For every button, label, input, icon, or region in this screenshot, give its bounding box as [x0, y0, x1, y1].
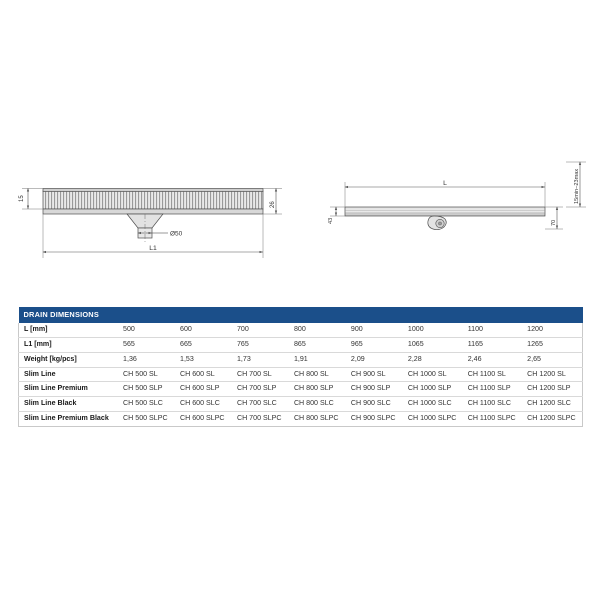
cell: 700: [232, 323, 289, 337]
cell: 2,09: [346, 352, 403, 367]
cell: 2,65: [522, 352, 582, 367]
overall-length-label: L1: [149, 245, 157, 252]
cell: CH 1200 SLP: [522, 382, 582, 397]
cell: CH 900 SLP: [346, 382, 403, 397]
plan-outlet-siphon: [428, 216, 446, 230]
cell: CH 600 SLC: [175, 397, 232, 412]
cell: CH 600 SLPC: [180, 413, 225, 422]
left-height-label: 15: [19, 195, 25, 202]
cell: 1,91: [289, 352, 346, 367]
cell: CH 1100 SL: [463, 367, 522, 382]
row-label: L [mm]: [19, 323, 119, 337]
cell: CH 1100 SLPC: [467, 413, 516, 422]
cell: CH 500 SLC: [118, 397, 175, 412]
front-section-view: [19, 189, 282, 259]
cell: 565: [118, 337, 175, 352]
cell: CH 1200 SL: [522, 367, 582, 382]
cell: 1,73: [232, 352, 289, 367]
cell: CH 800 SL: [289, 367, 346, 382]
cell: CH 900 SL: [346, 367, 403, 382]
cell: CH 800 SLP: [289, 382, 346, 397]
technical-drawing-area: [0, 130, 600, 290]
cell: 1200: [522, 323, 582, 337]
cell: CH 800 SLC: [289, 397, 346, 412]
left-height-dimension: [19, 189, 43, 210]
cell: CH 1100 SLP: [463, 382, 522, 397]
cell: CH 600 SLP: [175, 382, 232, 397]
table-row: [19, 367, 583, 382]
table-row: [19, 323, 583, 337]
cell: 1,53: [175, 352, 232, 367]
plan-height-range-label: 15min–23max: [574, 168, 580, 204]
plan-channel-body: [345, 207, 545, 216]
cell: CH 500 SLP: [118, 382, 175, 397]
plan-length-label: L: [443, 180, 447, 187]
cell: 965: [346, 337, 403, 352]
table-row: [19, 411, 583, 426]
plan-height-range-dimension: [566, 162, 586, 207]
cell: CH 1100 SLC: [463, 397, 522, 412]
drain-dimensions-table: [18, 307, 583, 427]
plan-left-dimension: [328, 207, 345, 224]
outlet-diameter-label: Ø50: [170, 230, 183, 238]
cell: 2,46: [463, 352, 522, 367]
cell: CH 500 SL: [118, 367, 175, 382]
row-label: Slim Line Premium Black: [24, 413, 109, 422]
row-label: Weight [kg/pcs]: [19, 352, 119, 367]
cell: CH 1000 SL: [403, 367, 463, 382]
row-label: Slim Line Black: [19, 397, 119, 412]
right-height-label: 26: [270, 201, 276, 208]
cell: 1100: [463, 323, 522, 337]
table-body: [19, 323, 583, 426]
table-row: [19, 337, 583, 352]
channel-grate-body: [43, 189, 263, 215]
cell: CH 1000 SLC: [403, 397, 463, 412]
cell: 2,28: [403, 352, 463, 367]
cell: CH 900 SLC: [346, 397, 403, 412]
cell: CH 1200 SLC: [522, 397, 582, 412]
table-header-row: [19, 307, 583, 323]
right-height-dimension: [263, 189, 282, 215]
cell: CH 700 SLC: [232, 397, 289, 412]
row-label: Slim Line: [19, 367, 119, 382]
outlet-funnel: [127, 214, 163, 242]
cell: 600: [175, 323, 232, 337]
cell: CH 500 SLPC: [123, 413, 168, 422]
cell: CH 800 SLPC: [293, 413, 339, 422]
cell: CH 900 SLPC: [350, 413, 396, 422]
top-plan-view: [328, 162, 586, 230]
cell: 800: [289, 323, 346, 337]
row-label: Slim Line Premium: [19, 382, 119, 397]
cell: 1265: [522, 337, 582, 352]
plan-length-dimension: [345, 180, 545, 207]
cell: 900: [346, 323, 403, 337]
cell: CH 1000 SLPC: [407, 413, 457, 422]
cell: 1,36: [118, 352, 175, 367]
table-title: DRAIN DIMENSIONS: [19, 307, 583, 323]
table-row: [19, 382, 583, 397]
cell: 665: [175, 337, 232, 352]
plan-right-label: 70: [551, 219, 557, 226]
cell: 1000: [403, 323, 463, 337]
table-row: [19, 352, 583, 367]
cell: CH 700 SLP: [232, 382, 289, 397]
cell: CH 700 SLPC: [236, 413, 282, 422]
table-row: [19, 397, 583, 412]
cell: 1165: [463, 337, 522, 352]
cell: 1065: [403, 337, 463, 352]
row-label: L1 [mm]: [19, 337, 119, 352]
cell: CH 1200 SLPC: [527, 413, 576, 422]
cell: 865: [289, 337, 346, 352]
plan-right-dimension: [545, 207, 563, 229]
plan-left-label: 43: [328, 217, 334, 224]
cell: 500: [118, 323, 175, 337]
cell: CH 1000 SLP: [403, 382, 463, 397]
cell: CH 700 SL: [232, 367, 289, 382]
cell: 765: [232, 337, 289, 352]
cell: CH 600 SL: [175, 367, 232, 382]
